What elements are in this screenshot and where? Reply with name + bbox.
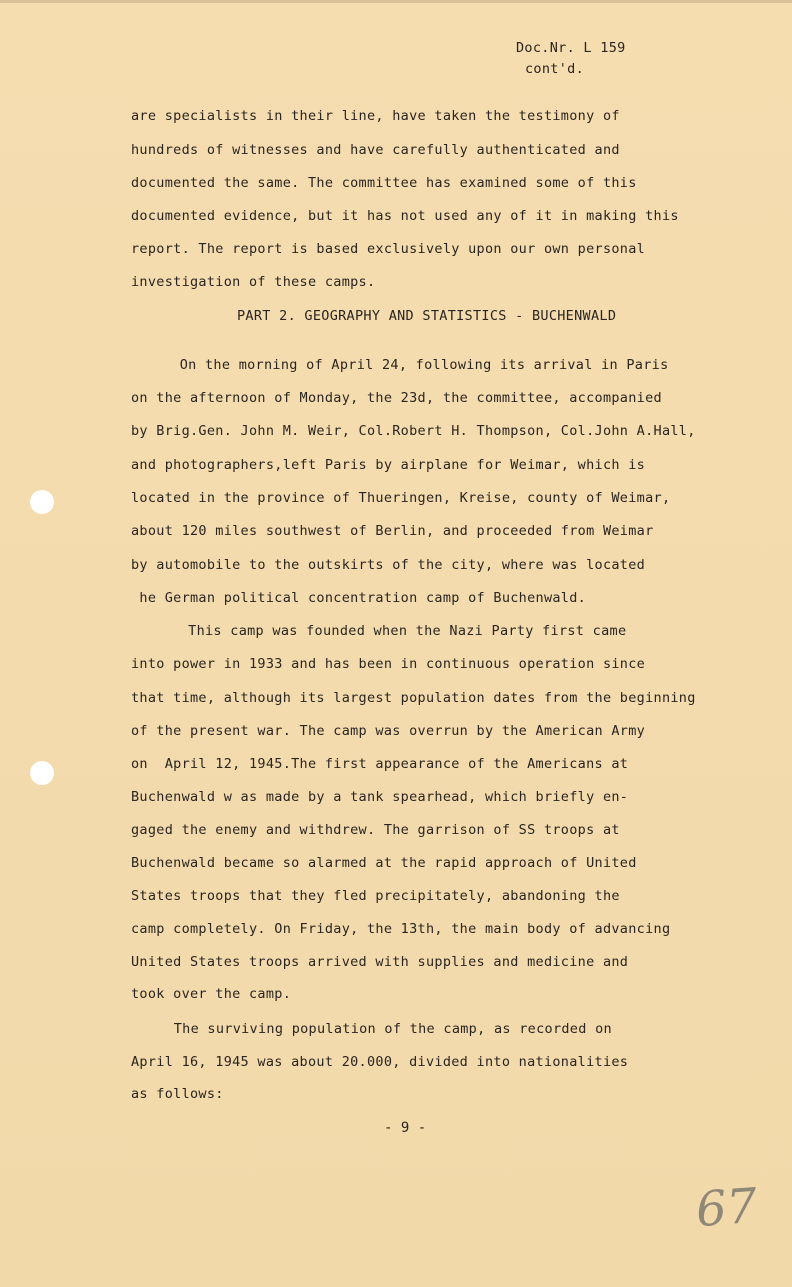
section-heading: PART 2. GEOGRAPHY AND STATISTICS - BUCHENWALD [237,308,617,324]
text-line: that time, although its largest population dates from the beginning [131,690,696,706]
text-line: of the present war. The camp was overrun by the American Army [131,723,646,739]
text-line: on April 12, 1945.The first appearance of the Americans at [131,756,629,772]
text-line: on the afternoon of Monday, the 23d, the committee, accompanied [131,390,662,406]
doc-number: Doc.Nr. L 159 [516,40,626,56]
handwritten-archive-number: 67 [694,1177,759,1239]
text-line: Buchenwald w as made by a tank spearhead, which briefly en- [131,789,629,805]
punch-hole-upper [30,490,54,514]
text-line: located in the province of Thueringen, Kreise, county of Weimar, [131,490,671,506]
text-line: about 120 miles southwest of Berlin, and proceeded from Weimar [131,523,654,539]
text-line: Buchenwald became so alarmed at the rapid approach of United [131,855,637,871]
text-line: by automobile to the outskirts of the city, where was located [131,557,646,573]
page-top-edge [0,0,792,3]
text-line: This camp was founded when the Nazi Party first came [146,623,627,639]
punch-hole-lower [30,761,54,785]
text-line: investigation of these camps. [131,274,376,290]
text-line: On the morning of April 24, following its arrival in Paris [146,357,669,373]
text-line: and photographers,left Paris by airplane for Weimar, which is [131,457,646,473]
text-line: took over the camp. [131,986,292,1002]
text-line: report. The report is based exclusively upon our own personal [131,241,646,257]
text-line: The surviving population of the camp, as recorded on [140,1021,612,1037]
text-line: into power in 1933 and has been in continuous operation since [131,656,646,672]
text-line: camp completely. On Friday, the 13th, the main body of advancing [131,921,671,937]
page-number: - 9 - [384,1120,427,1136]
text-line: by Brig.Gen. John M. Weir, Col.Robert H. Thompson, Col.John A.Hall, [131,423,696,439]
text-line: documented evidence, but it has not used any of it in making this [131,208,679,224]
text-line: he German political concentration camp of Buchenwald. [131,590,587,606]
text-line: as follows: [131,1086,224,1102]
continued-label: cont'd. [525,61,584,77]
text-line: hundreds of witnesses and have carefully authenticated and [131,142,620,158]
text-line: documented the same. The committee has examined some of this [131,175,637,191]
text-line: are specialists in their line, have taken the testimony of [131,108,620,124]
document-header [516,38,626,80]
text-line: States troops that they fled precipitately, abandoning the [131,888,620,904]
text-line: United States troops arrived with supplies and medicine and [131,954,629,970]
text-line: gaged the enemy and withdrew. The garrison of SS troops at [131,822,620,838]
text-line: April 16, 1945 was about 20.000, divided into nationalities [131,1054,629,1070]
